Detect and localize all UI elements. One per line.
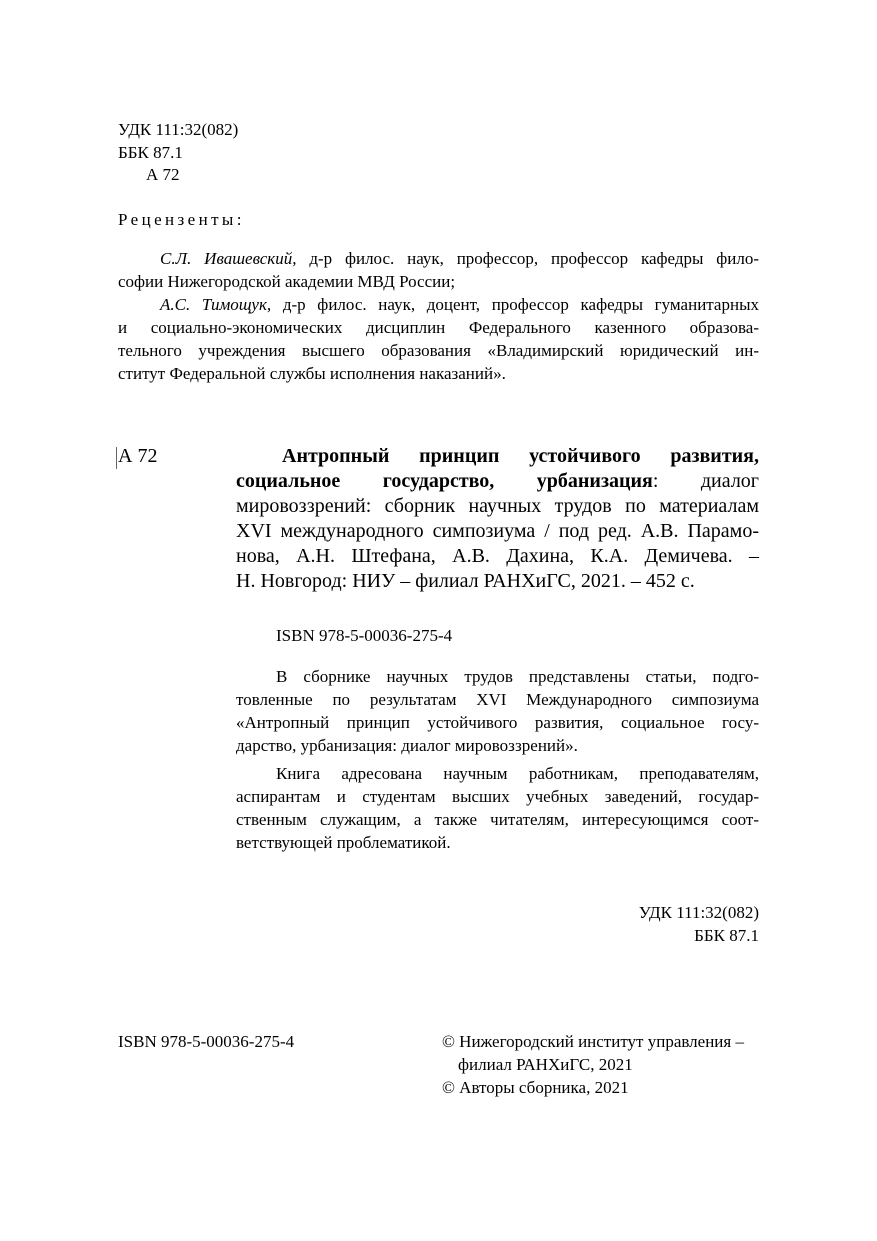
margin-marker <box>116 447 117 469</box>
entry-title-bold: социальное государство, урбанизация <box>236 470 653 492</box>
abstract-p2-line-1: Книга адресована научным работникам, преподавателям, <box>276 764 759 783</box>
abstract-p1-line-2: товленные по результатам XVI Международного симпозиума <box>236 690 759 709</box>
copyright-authors: © Авторы сборника, 2021 <box>442 1078 629 1097</box>
abstract-p1-line-4: дарство, урбанизация: диалог мировоззрений». <box>236 736 578 755</box>
reviewer-1-credentials: д-р филос. наук, профессор, профессор кафедры фило- <box>296 249 759 268</box>
entry-title-line-2 <box>236 468 759 494</box>
reviewer-1-line-2: софии Нижегородской академии МВД России; <box>118 272 456 291</box>
reviewer-2-line-4: ститут Федеральной службы исполнения наказаний». <box>118 364 506 383</box>
entry-title-rest: : диалог <box>652 470 759 492</box>
reviewer-1-name: С.Л. Ивашевский, <box>160 249 297 268</box>
entry-sign: А 72 <box>118 445 158 467</box>
reviewer-2-name: А.С. Тимощук, <box>160 295 272 314</box>
index-bbk: ББК 87.1 <box>694 926 759 945</box>
entry-isbn: ISBN 978-5-00036-275-4 <box>276 626 453 645</box>
reviewer-2-line-2: и социально-экономических дисциплин Федерального казенного образова- <box>118 318 759 337</box>
entry-title-line-1: Антропный принцип устойчивого развития, <box>282 445 759 467</box>
udk-code: УДК 111:32(082) <box>118 120 239 139</box>
abstract-p2-line-4: ветствующей проблематикой. <box>236 833 451 852</box>
entry-line-3: мировоззрений: сборник научных трудов по материалам <box>236 495 759 517</box>
entry-line-4: XVI международного симпозиума / под ред. А.В. Парамо- <box>236 520 759 542</box>
index-udk: УДК 111:32(082) <box>638 903 759 922</box>
abstract-p2-line-3: ственным служащим, а также читателям, интересующимся соот- <box>236 810 759 829</box>
reviewer-1-line-1 <box>160 247 759 270</box>
reviewer-2-line-3: тельного учреждения высшего образования «Владимирский юридический ин- <box>118 341 759 360</box>
reviewer-2-credentials: д-р филос. наук, доцент, профессор кафедры гуманитарных <box>271 295 759 314</box>
reviewers-heading: Рецензенты: <box>118 210 245 229</box>
abstract-p2-line-2: аспирантам и студентам высших учебных заведений, государ- <box>236 787 759 806</box>
entry-line-5: нова, А.Н. Штефана, А.В. Дахина, К.А. Демичева. – <box>236 545 759 567</box>
abstract-p1-line-1: В сборнике научных трудов представлены статьи, подго- <box>276 667 759 686</box>
copyright-institute-line-1: © Нижегородский институт управления – <box>442 1032 744 1051</box>
footer-isbn: ISBN 978-5-00036-275-4 <box>118 1032 295 1051</box>
entry-line-6: Н. Новгород: НИУ – филиал РАНХиГС, 2021. – 452 с. <box>236 570 695 592</box>
copyright-institute-line-2: филиал РАНХиГС, 2021 <box>458 1055 633 1074</box>
author-sign: А 72 <box>146 165 180 184</box>
bbk-code: ББК 87.1 <box>118 143 183 162</box>
abstract-p1-line-3: «Антропный принцип устойчивого развития, социальное госу- <box>236 713 759 732</box>
reviewer-2-line-1 <box>160 293 759 316</box>
